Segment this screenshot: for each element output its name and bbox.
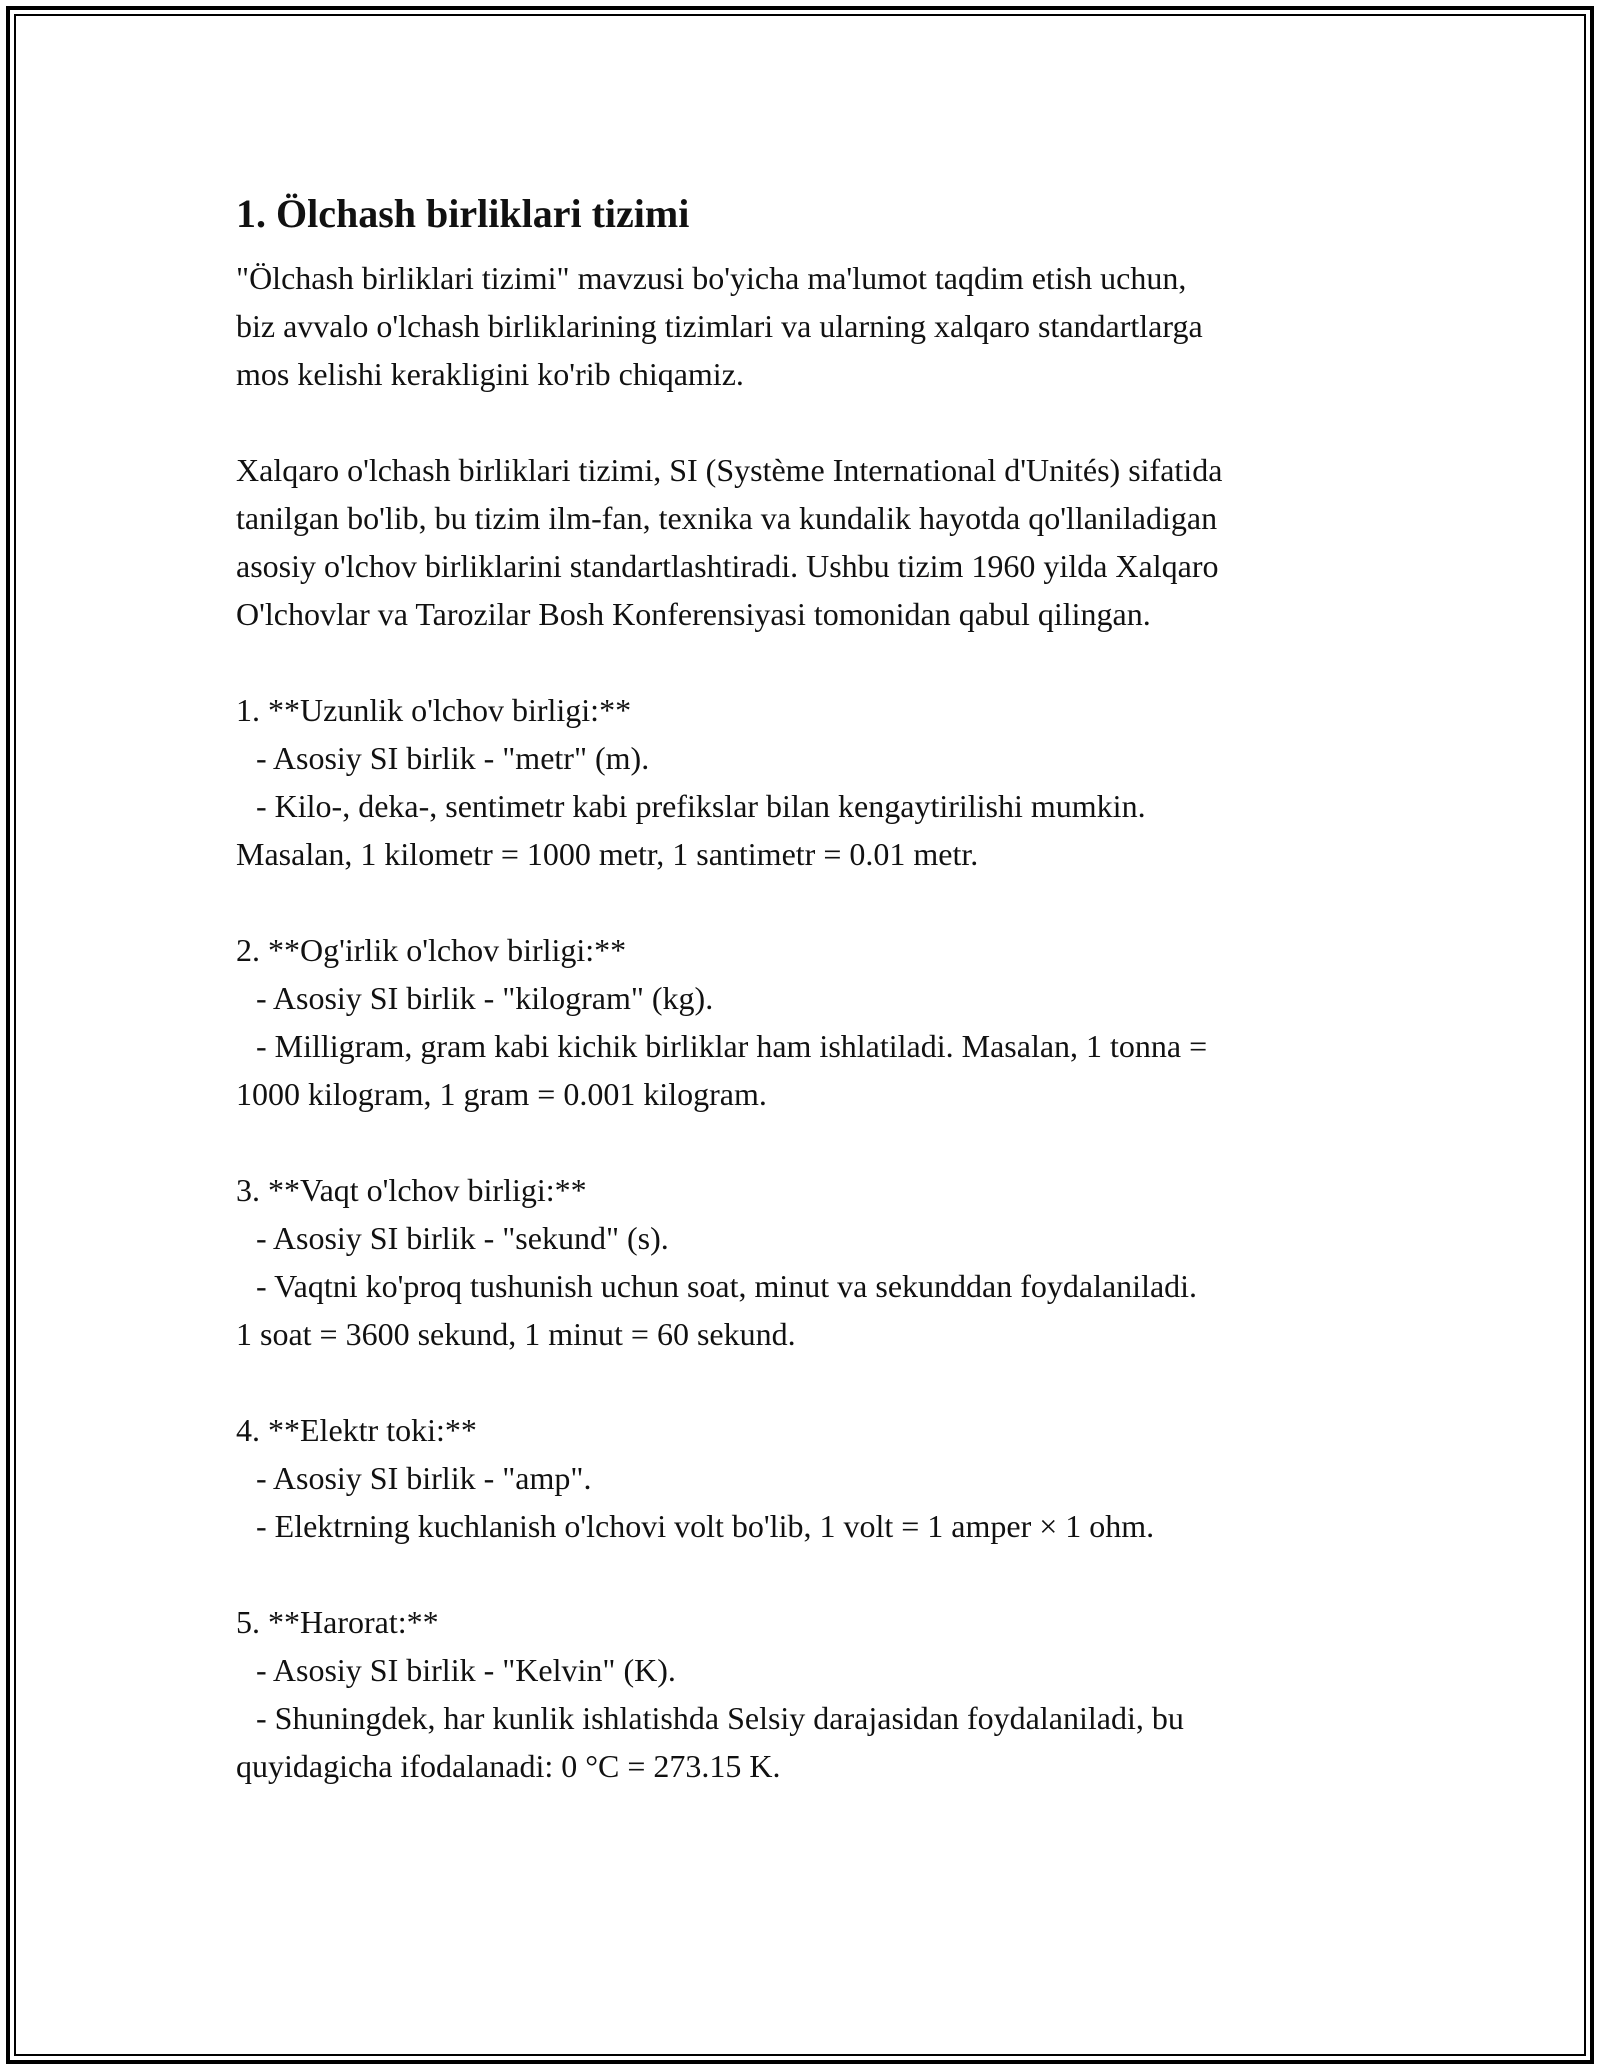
section-line: - Asosiy SI birlik - "sekund" (s). [256, 1220, 669, 1256]
paragraph-gap [236, 1118, 1386, 1166]
section-temperature [236, 1598, 1386, 1790]
section-line: - Asosiy SI birlik - "kilogram" (kg). [256, 980, 714, 1016]
section-line: quyidagicha ifodalanadi: 0 °C = 273.15 K. [236, 1748, 781, 1784]
section-line: - Asosiy SI birlik - "metr" (m). [256, 740, 650, 776]
document-body [236, 186, 1386, 1790]
paragraph-gap [236, 1358, 1386, 1406]
section-title: 3. **Vaqt o'lchov birligi:** [236, 1172, 587, 1208]
section-line: - Vaqtni ko'proq tushunish uchun soat, minut va sekunddan foydalaniladi. [256, 1268, 1198, 1304]
section-length [236, 686, 1386, 878]
si-paragraph [236, 446, 1386, 638]
section-line: - Milligram, gram kabi kichik birliklar ham ishlatiladi. Masalan, 1 tonna = [256, 1028, 1208, 1064]
section-title: 2. **Og'irlik o'lchov birligi:** [236, 932, 627, 968]
section-time [236, 1166, 1386, 1358]
section-current [236, 1406, 1386, 1550]
section-line: - Shuningdek, har kunlik ishlatishda Selsiy darajasidan foydalaniladi, bu [256, 1700, 1184, 1736]
document-heading: 1. Ölchash birliklari tizimi [236, 191, 690, 236]
intro-line: biz avvalo o'lchash birliklarining tizimlari va ularning xalqaro standartlarga [236, 308, 1203, 344]
paragraph-gap [236, 638, 1386, 686]
section-title: 1. **Uzunlik o'lchov birligi:** [236, 692, 632, 728]
intro-paragraph [236, 254, 1386, 398]
paragraph-gap [236, 878, 1386, 926]
si-line: Xalqaro o'lchash birliklari tizimi, SI (Système International d'Unités) sifatida [236, 452, 1223, 488]
section-line: - Asosiy SI birlik - "Kelvin" (K). [256, 1652, 676, 1688]
section-title: 5. **Harorat:** [236, 1604, 439, 1640]
si-line: O'lchovlar va Tarozilar Bosh Konferensiyasi tomonidan qabul qilingan. [236, 596, 1151, 632]
section-mass [236, 926, 1386, 1118]
paragraph-gap [236, 1550, 1386, 1598]
si-line: asosiy o'lchov birliklarini standartlashtiradi. Ushbu tizim 1960 yilda Xalqaro [236, 548, 1219, 584]
section-title: 4. **Elektr toki:** [236, 1412, 477, 1448]
section-line: - Asosiy SI birlik - "amp". [256, 1460, 592, 1496]
section-line: - Elektrning kuchlanish o'lchovi volt bo'lib, 1 volt = 1 amper × 1 ohm. [256, 1508, 1155, 1544]
paragraph-gap [236, 398, 1386, 446]
si-line: tanilgan bo'lib, bu tizim ilm-fan, texnika va kundalik hayotda qo'llaniladigan [236, 500, 1218, 536]
section-line: Masalan, 1 kilometr = 1000 metr, 1 santimetr = 0.01 metr. [236, 836, 979, 872]
intro-line: "Ölchash birliklari tizimi" mavzusi bo'yicha ma'lumot taqdim etish uchun, [236, 260, 1187, 296]
section-line: 1000 kilogram, 1 gram = 0.001 kilogram. [236, 1076, 767, 1112]
section-line: 1 soat = 3600 sekund, 1 minut = 60 sekund. [236, 1316, 796, 1352]
intro-line: mos kelishi kerakligini ko'rib chiqamiz. [236, 356, 744, 392]
section-line: - Kilo-, deka-, sentimetr kabi prefikslar bilan kengaytirilishi mumkin. [256, 788, 1146, 824]
